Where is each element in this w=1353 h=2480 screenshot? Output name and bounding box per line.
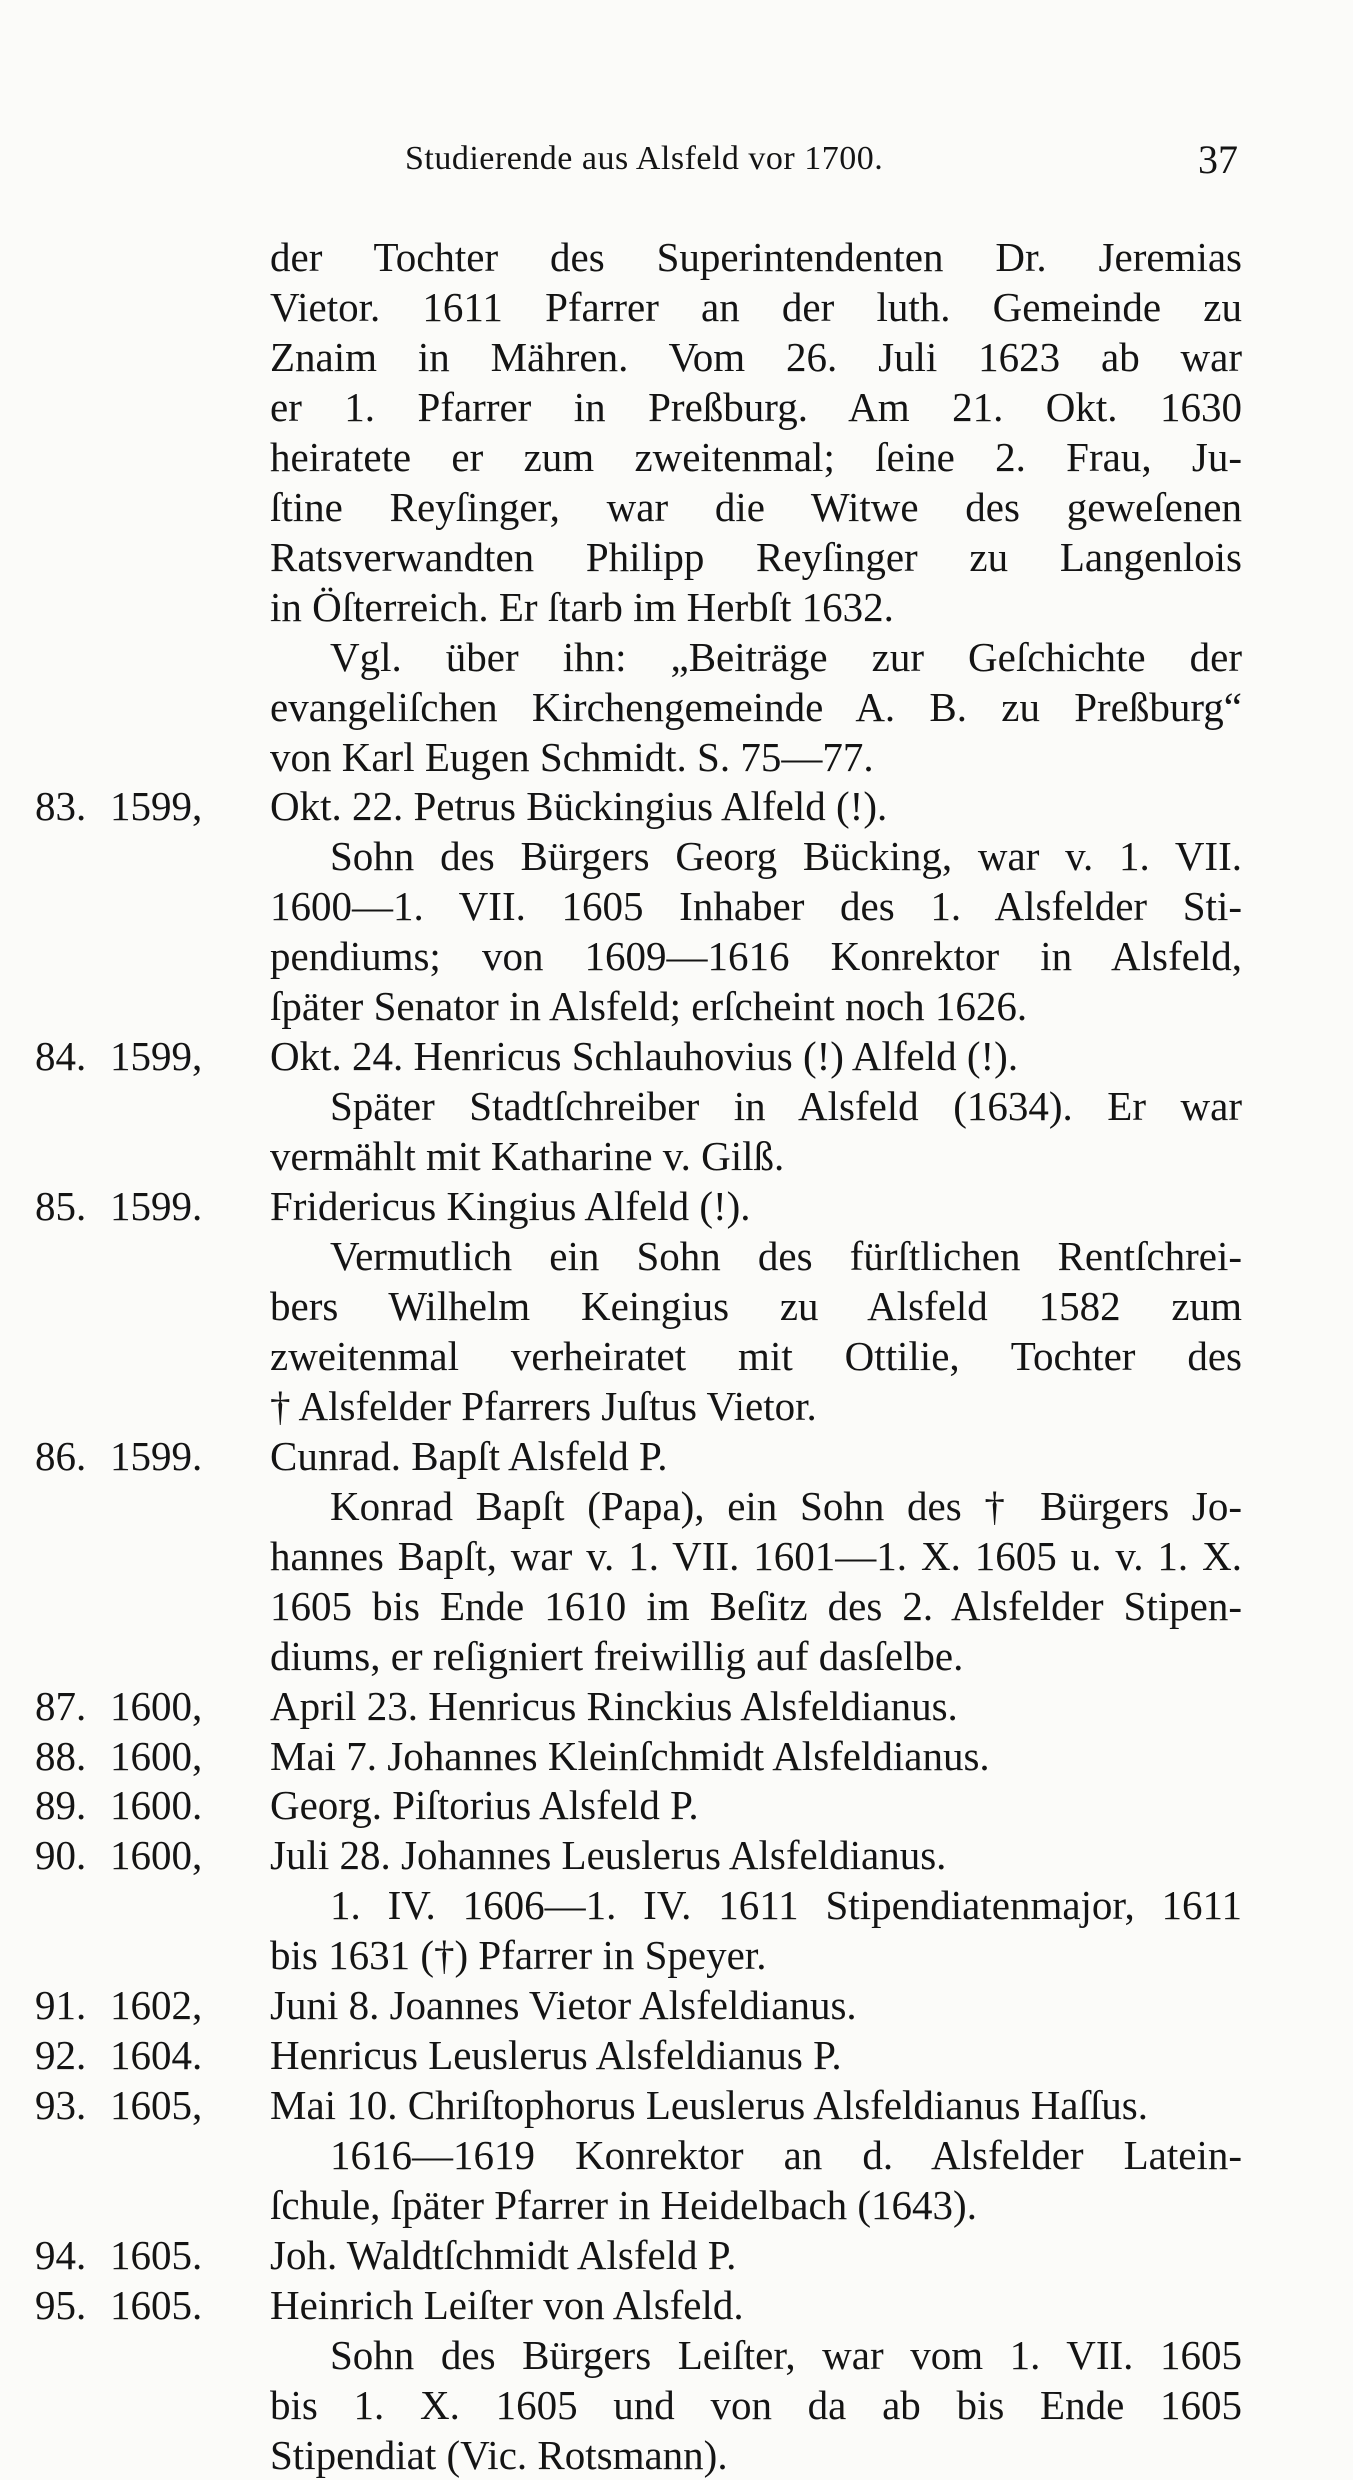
line-text: Sohn des Bürgers Georg Bücking, war v. 1. VII. (330, 833, 1242, 879)
line-text: Mai 7. Johannes Kleinſchmidt Alsfeldianus. (270, 1733, 990, 1779)
line-text: bers Wilhelm Keingius zu Alsfeld 1582 zum (270, 1283, 1242, 1329)
line-text: Georg. Piſtorius Alsfeld P. (270, 1782, 699, 1828)
entry-year: 1605. (110, 2282, 203, 2328)
line-text: in Öſterreich. Er ſtarb im Herbſt 1632. (270, 584, 894, 630)
entry-number: 89. (35, 1782, 87, 1828)
line-text: Ratsverwandten Philipp Reyſinger zu Langenlois (270, 534, 1242, 580)
line-text: diums, er reſigniert freiwillig auf dasſelbe. (270, 1633, 964, 1679)
entry-number: 86. (35, 1433, 87, 1479)
entry-year: 1600. (110, 1782, 203, 1828)
entry-year: 1599. (110, 1433, 203, 1479)
line-text: heiratete er zum zweitenmal; ſeine 2. Frau, Ju- (270, 434, 1242, 480)
entry-year: 1605, (110, 2082, 203, 2128)
line-text: ſpäter Senator in Alsfeld; erſcheint noch 1626. (270, 983, 1028, 1029)
line-text: Sohn des Bürgers Leiſter, war vom 1. VII. 1605 (330, 2332, 1242, 2378)
entry-number: 88. (35, 1733, 87, 1779)
entry-year: 1599. (110, 1183, 203, 1229)
line-text: Cunrad. Bapſt Alsfeld P. (270, 1433, 668, 1479)
line-text: Znaim in Mähren. Vom 26. Juli 1623 ab war (270, 334, 1242, 380)
line-text: † Alsfelder Pfarrers Juſtus Vietor. (270, 1383, 817, 1429)
line-text: Stipendiat (Vic. Rotsmann). (270, 2432, 728, 2478)
page-number: 37 (1198, 137, 1238, 182)
line-text: von Karl Eugen Schmidt. S. 75—77. (270, 734, 874, 780)
entry-year: 1600, (110, 1683, 203, 1729)
line-text: bis 1. X. 1605 und von da ab bis Ende 1605 (270, 2382, 1242, 2428)
entry-number: 84. (35, 1033, 87, 1079)
entry-number: 93. (35, 2082, 87, 2128)
entry-number: 90. (35, 1832, 87, 1878)
line-text: 1600—1. VII. 1605 Inhaber des 1. Alsfelder Sti- (270, 883, 1242, 929)
line-text: Vietor. 1611 Pfarrer an der luth. Gemeinde zu (270, 284, 1242, 330)
entry-year: 1600, (110, 1733, 203, 1779)
line-text: 1. IV. 1606—1. IV. 1611 Stipendiatenmajor, 1611 (330, 1882, 1242, 1928)
entry-number: 85. (35, 1183, 87, 1229)
line-text: Joh. Waldtſchmidt Alsfeld P. (270, 2232, 737, 2278)
line-text: evangeliſchen Kirchengemeinde A. B. zu Preßburg“ (270, 684, 1242, 730)
entry-year: 1605. (110, 2232, 203, 2278)
line-text: der Tochter des Superintendenten Dr. Jeremias (270, 234, 1242, 280)
line-text: vermählt mit Katharine v. Gilß. (270, 1133, 785, 1179)
entry-number: 91. (35, 1982, 87, 2028)
line-text: Henricus Leuslerus Alsfeldianus P. (270, 2032, 842, 2078)
line-text: Juni 8. Joannes Vietor Alsfeldianus. (270, 1982, 857, 2028)
line-text: Später Stadtſchreiber in Alsfeld (1634). Er war (330, 1083, 1242, 1129)
line-text: Fridericus Kingius Alfeld (!). (270, 1183, 751, 1229)
running-title: Studierende aus Alsfeld vor 1700. (405, 140, 884, 177)
line-text: bis 1631 (†) Pfarrer in Speyer. (270, 1932, 767, 1978)
entry-number: 92. (35, 2032, 87, 2078)
line-text: Vgl. über ihn: „Beiträge zur Geſchichte der (330, 634, 1242, 680)
line-text: April 23. Henricus Rinckius Alsfeldianus. (270, 1683, 958, 1729)
entry-number: 94. (35, 2232, 87, 2278)
line-text: Okt. 24. Henricus Schlauhovius (!) Alfeld (!). (270, 1033, 1019, 1079)
entry-number: 83. (35, 783, 87, 829)
line-text: zweitenmal verheiratet mit Ottilie, Tochter des (270, 1333, 1242, 1379)
line-text: Konrad Bapſt (Papa), ein Sohn des † Bürgers Jo- (330, 1483, 1242, 1529)
entry-number: 95. (35, 2282, 87, 2328)
line-text: 1605 bis Ende 1610 im Beſitz des 2. Alsfelder Stipen- (270, 1583, 1242, 1629)
line-text: Vermutlich ein Sohn des fürſtlichen Rentſchrei- (330, 1233, 1242, 1279)
line-text: ſchule, ſpäter Pfarrer in Heidelbach (1643). (270, 2182, 977, 2228)
line-text: Mai 10. Chriſtophorus Leuslerus Alsfeldianus Haſſus. (270, 2082, 1148, 2128)
line-text: er 1. Pfarrer in Preßburg. Am 21. Okt. 1630 (270, 384, 1242, 430)
line-text: pendiums; von 1609—1616 Konrektor in Alsfeld, (270, 933, 1242, 979)
line-text: Okt. 22. Petrus Bückingius Alfeld (!). (270, 783, 888, 829)
line-text: Heinrich Leiſter von Alsfeld. (270, 2282, 744, 2328)
entry-number: 87. (35, 1683, 87, 1729)
line-text: ſtine Reyſinger, war die Witwe des geweſenen (270, 484, 1242, 530)
entry-year: 1599, (110, 1033, 203, 1079)
line-text: hannes Bapſt, war v. 1. VII. 1601—1. X. 1605 u. v. 1. X. (270, 1533, 1242, 1579)
entry-year: 1600, (110, 1832, 203, 1878)
running-head (0, 137, 1353, 190)
entry-year: 1599, (110, 783, 203, 829)
entry-year: 1602, (110, 1982, 203, 2028)
line-text: 1616—1619 Konrektor an d. Alsfelder Latein- (330, 2132, 1242, 2178)
line-text: Juli 28. Johannes Leuslerus Alsfeldianus. (270, 1832, 947, 1878)
entry-year: 1604. (110, 2032, 203, 2078)
